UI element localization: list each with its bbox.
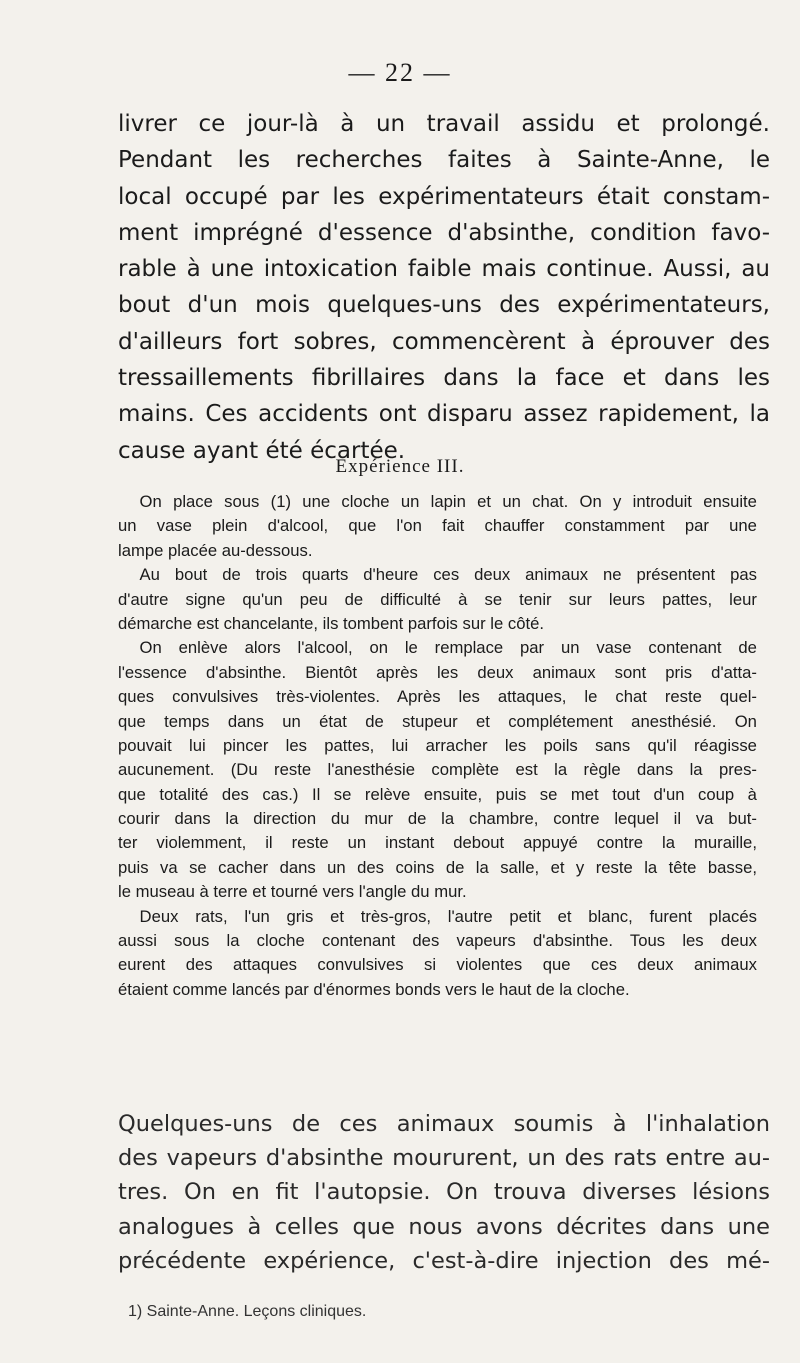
text-line: local occupé par les expérimentateurs était constam- (118, 183, 770, 210)
section-heading: Expérience III. (335, 456, 465, 477)
text-line: On place sous (1) une cloche un lapin et un chat. On y introduit ensuite (139, 492, 757, 511)
text-line: l'essence d'absinthe. Bientôt après les deux animaux sont pris d'atta- (118, 662, 757, 682)
text-line: puis va se cacher dans un des coins de la salle, et y reste la tête basse, (118, 857, 757, 877)
text-line: que totalité des cas.) Il se relève ensuite, puis se met tout d'un coup à (118, 784, 757, 804)
text-line: précédente expérience, c'est-à-dire injection des mé- (118, 1247, 770, 1274)
text-line: courir dans la direction du mur de la chambre, contre lequel il va but- (118, 809, 757, 829)
text-line: étaient comme lancés par d'énormes bonds vers le haut de la cloche. (118, 979, 630, 999)
text-line: que temps dans un état de stupeur et complétement anesthésié. On (118, 711, 757, 731)
text-line: d'ailleurs fort sobres, commencèrent à éprouver des (118, 328, 770, 355)
text-line: tressaillements fibrillaires dans la face et dans les (118, 365, 770, 392)
paragraph-autopsy (118, 1107, 770, 1278)
text-line: pouvait lui pincer les pattes, lui arracher les poils sans qu'il réagisse (118, 735, 757, 755)
text-line: le museau à terre et tourné vers l'angle du mur. (118, 882, 467, 902)
text-line: rable à une intoxication faible mais continue. Aussi, au (118, 256, 770, 283)
footnote: 1) Sainte-Anne. Leçons cliniques. (128, 1303, 367, 1320)
text-line: eurent des attaques convulsives si violentes que ces deux animaux (118, 955, 757, 975)
text-line: démarche est chancelante, ils tombent parfois sur le côté. (118, 613, 544, 633)
text-line: aussi sous la cloche contenant des vapeurs d'absinthe. Tous les deux (118, 931, 757, 951)
experiment-description (118, 490, 770, 1002)
text-line: Pendant les recherches faites à Sainte-Anne, le (118, 147, 770, 174)
text-line: aucunement. (Du reste l'anesthésie complète est la règle dans la pres- (118, 760, 757, 780)
text-line: ques convulsives très-violentes. Après les attaques, le chat reste quel- (118, 687, 757, 707)
text-line: des vapeurs d'absinthe moururent, un des rats entre au- (118, 1145, 770, 1172)
text-line: Quelques-uns de ces animaux soumis à l'inhalation (118, 1111, 770, 1137)
text-line: Au bout de trois quarts d'heure ces deux animaux ne présentent pas (139, 565, 757, 585)
text-line: bout d'un mois quelques-uns des expérimentateurs, (118, 292, 770, 319)
text-line: Deux rats, l'un gris et très-gros, l'autre petit et blanc, furent placés (139, 906, 757, 926)
text-line: ment imprégné d'essence d'absinthe, condition favo- (118, 219, 770, 246)
text-line: tres. On en fit l'autopsie. On trouva diverses lésions (118, 1179, 770, 1206)
text-line: On enlève alors l'alcool, on le remplace par un vase contenant de (139, 638, 757, 658)
text-line: ter violemment, il reste un instant debout appuyé contre la muraille, (118, 833, 757, 853)
text-line: livrer ce jour-là à un travail assidu et prolongé. (118, 111, 770, 137)
text-line: lampe placée au-dessous. (118, 540, 313, 560)
text-line: analogues à celles que nous avons décrites dans une (118, 1213, 770, 1240)
text-line: d'autre signe qu'un peu de difficulté à se tenir sur leurs pattes, leur (118, 589, 757, 609)
page-number: — 22 — (348, 58, 452, 87)
text-line: cause ayant été écartée. (118, 437, 406, 464)
paragraph-absinthe-exposure (118, 106, 770, 469)
text-line: mains. Ces accidents ont disparu assez rapidement, la (118, 401, 770, 428)
text-line: un vase plein d'alcool, que l'on fait chauffer constamment par une (118, 516, 757, 536)
